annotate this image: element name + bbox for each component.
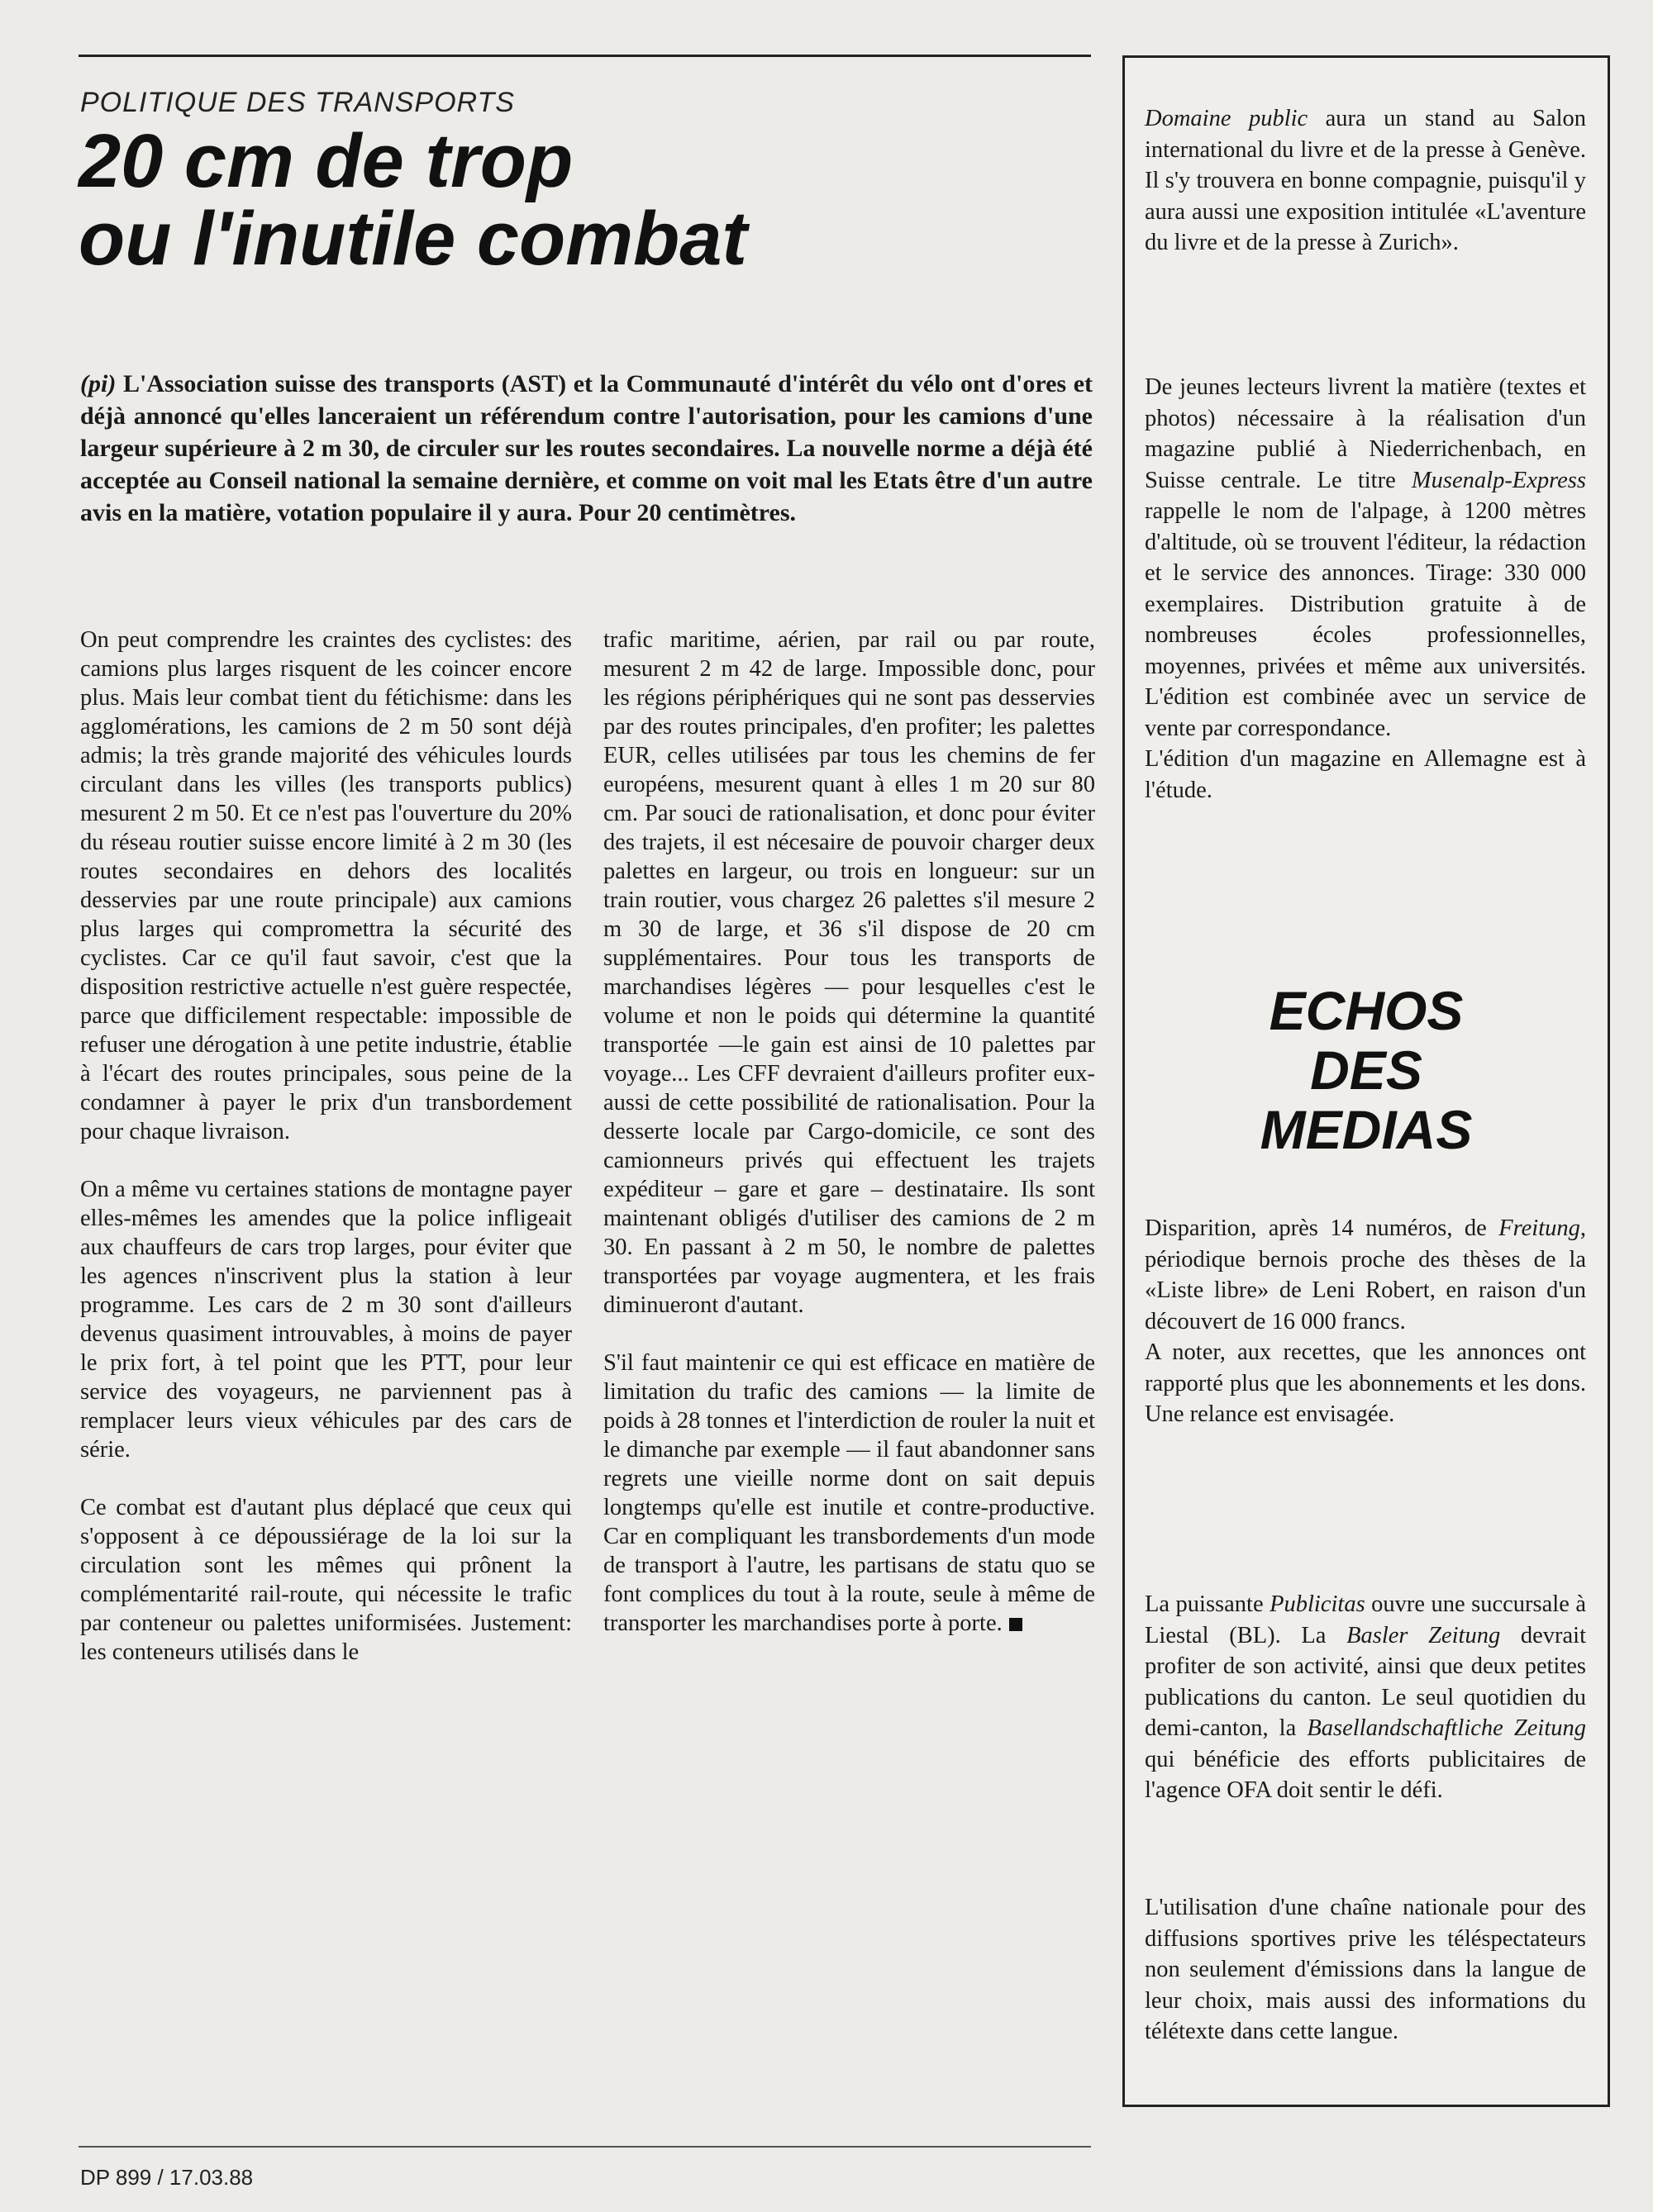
article-paragraph: On a même vu certaines stations de montagne payer elles-mêmes les amendes que la police infligeait aux chauffeurs de cars trop larges, pour éviter que les agences n'inscrivent plus la station à leur programme. Les cars de 2 m 30 sont d'ailleurs devenus quasiment introuvables, à moins de payer le prix fort, à tel point que les PTT, pour leur service des voyageurs, ne parviennent pas à remplacer leurs vieux véhicules par des cars de série.	[80, 1177, 572, 1463]
headline-line-1: 20 cm de trop	[79, 119, 574, 203]
sidebar-text: A noter, aux recettes, que les annonces ont rapporté plus que les abonnements et les dons. Une relance est envisagée.	[1145, 1339, 1586, 1427]
title-line: DES	[1310, 1039, 1422, 1101]
publication-title: Publicitas	[1270, 1591, 1365, 1617]
sidebar-item-freitung	[1145, 1213, 1586, 1430]
sidebar-text: , périodique bernois proche des thèses de la «Liste libre» de Leni Robert, en raison d'un découvert de 16 000 francs.	[1145, 1215, 1586, 1334]
sidebar-text: La puissante	[1145, 1591, 1270, 1617]
lead-paragraph	[80, 368, 1093, 529]
sidebar-item-domaine-public	[1145, 103, 1586, 259]
end-of-article-mark	[1009, 1618, 1022, 1631]
issue-footer: DP 899 / 17.03.88	[80, 2165, 254, 2190]
bottom-rule	[79, 2146, 1091, 2148]
sidebar-item-musenalp	[1145, 372, 1586, 806]
sidebar-text: rappelle le nom de l'alpage, à 1200 mètres d'altitude, où se trouvent l'éditeur, la rédaction et le service des annonces. Tirage: 330 000 exemplaires. Distribution gratuite à de nombreuses écoles professionnelles, moyennes, privées et même aux universités. L'édition est combinée avec un service de vente par correspondance.	[1145, 498, 1586, 741]
article-column-1	[80, 626, 572, 1696]
sidebar-text: devrait profiter de son activité, ainsi que deux petites publications du canton. Le seul quotidien du demi-canton, la	[1145, 1622, 1586, 1741]
sidebar-box	[1122, 55, 1610, 2107]
sidebar-item-chaine-nationale	[1145, 1892, 1586, 2048]
article-paragraph-text: S'il faut maintenir ce qui est efficace en matière de limitation du trafic des camions — la limite de poids à 28 tonnes et l'interdiction de rouler la nuit et le dimanche par exemple — il faut abandonner sans regrets une vieille norme dont on sait depuis longtemps qu'elle est inutile et contre-productive. Car en compliquant les transbordements d'un mode de transport à l'autre, les partisans de statu quo se font complices du tout à la route, seule à même de transporter les marchandises porte à porte.	[603, 1350, 1095, 1636]
lead-text: L'Association suisse des transports (AST) et la Communauté d'intérêt du vélo ont d'ores et déjà annoncé qu'elles lanceraient un référendum contre l'autorisation, pour les camions d'une largeur supérieure à 2 m 30, de circuler sur les routes secondaires. La nouvelle norme a déjà été acceptée au Conseil national la semaine dernière, et comme on voit mal les Etats être d'un autre avis en la matière, votation populaire il y aura. Pour 20 centimètres.	[80, 370, 1093, 526]
title-line: ECHOS	[1269, 980, 1464, 1041]
sidebar-text: ouvre une succursale à Liestal (BL). La	[1145, 1591, 1586, 1648]
headline	[79, 119, 1070, 281]
article-paragraph: Ce combat est d'autant plus déplacé que ceux qui s'opposent à ce dépoussiérage de la loi sur la circulation sont les mêmes qui prônent la complémentarité rail-route, qui nécessite le trafic par conteneur ou palettes uniformisées. Justement: les conteneurs utilisés dans le	[80, 1495, 572, 1665]
publication-title: Domaine public	[1145, 106, 1308, 131]
title-line: MEDIAS	[1260, 1099, 1473, 1160]
publication-title: Basler Zeitung	[1346, 1622, 1501, 1648]
article-paragraph-final	[603, 1349, 1095, 1638]
article-paragraph: On peut comprendre les craintes des cyclistes: des camions plus larges risquent de les coincer encore plus. Mais leur combat tient du fétichisme: dans les agglomérations, les camions de 2 m 50 sont déjà admis; la très grande majorité des véhicules lourds circulant dans les villes (les transports publics) mesurent 2 m 50. Et ce n'est pas l'ouverture du 20% du réseau routier suisse encore limité à 2 m 30 (les routes secondaires en dehors des localités desservies par une route principale) aux camions plus larges qui compromettra la sécurité des cyclistes. Car ce qu'il faut savoir, c'est que la disposition restrictive actuelle n'est guère respectée, parce que difficilement respectable: impossible de refuser une dérogation à une petite industrie, établie à l'écart des routes principales, sous peine de la condamner à payer le prix d'un transbordement pour chaque livraison.	[80, 627, 572, 1144]
headline-line-2: ou l'inutile combat	[79, 197, 747, 281]
sidebar-text: Disparition, après 14 numéros, de	[1145, 1215, 1499, 1241]
echos-des-medias-title	[1125, 981, 1608, 1159]
publication-title: Freitung	[1498, 1215, 1580, 1241]
byline: (pi)	[80, 370, 117, 397]
section-kicker: POLITIQUE DES TRANSPORTS	[80, 87, 515, 118]
article-paragraph: trafic maritime, aérien, par rail ou par route, mesurent 2 m 42 de large. Impossible donc, pour les régions périphériques qui ne sont pas desservies par des routes principales, d'en profiter; les palettes EUR, celles utilisées par tous les chemins de fer européens, mesurent quant à elles 1 m 20 sur 80 cm. Par souci de rationalisation, et donc pour éviter des trajets, il est nécesaire de pouvoir charger deux palettes en largeur, ou trois en longueur: sur un train routier, vous chargez 26 palettes s'il mesure 2 m 30 de large, et 36 s'il dispose de 20 cm supplémentaires. Pour tous les transports de marchandises légères — pour lesquelles c'est le volume et non le poids qui détermine la quantité transportée —le gain est ainsi de 10 palettes par voyage... Les CFF devraient d'ailleurs profiter eux-aussi de cette possibilité de rationalisation. Pour la desserte locale par Cargo-domicile, ce sont des camionneurs privés qui effectuent les trajets expéditeur – gare et gare – destinataire. Ils sont maintenant obligés d'utiliser des camions de 2 m 30. En passant à 2 m 50, le nombre de palettes transportées par voyage augmentera, et les frais diminueront d'autant.	[603, 627, 1095, 1318]
top-rule	[79, 55, 1091, 57]
publication-title: Basellandschaftliche Zeitung	[1307, 1715, 1586, 1741]
sidebar-text: aura un stand au Salon international du livre et de la presse à Genève. Il s'y trouvera en bonne compagnie, puisqu'il y aura aussi une exposition intitulée «L'aventure du livre et de la presse à Zurich».	[1145, 106, 1586, 255]
sidebar-item-publicitas	[1145, 1589, 1586, 1806]
publication-title: Musenalp-Express	[1411, 467, 1586, 493]
sidebar-text: qui bénéficie des efforts publicitaires de l'agence OFA doit sentir le défi.	[1145, 1746, 1586, 1803]
article-column-2	[603, 626, 1095, 1667]
sidebar-text: L'édition d'un magazine en Allemagne est à l'étude.	[1145, 746, 1586, 803]
sidebar-text: L'utilisation d'une chaîne nationale pour des diffusions sportives prive les téléspectateurs non seulement d'émissions dans la langue de leur choix, mais aussi des informations du télétexte dans cette langue.	[1145, 1895, 1586, 2044]
sidebar-text: De jeunes lecteurs livrent la matière (textes et photos) nécessaire à la réalisation d'un magazine publié à Niederrichenbach, en Suisse centrale. Le titre	[1145, 374, 1586, 493]
